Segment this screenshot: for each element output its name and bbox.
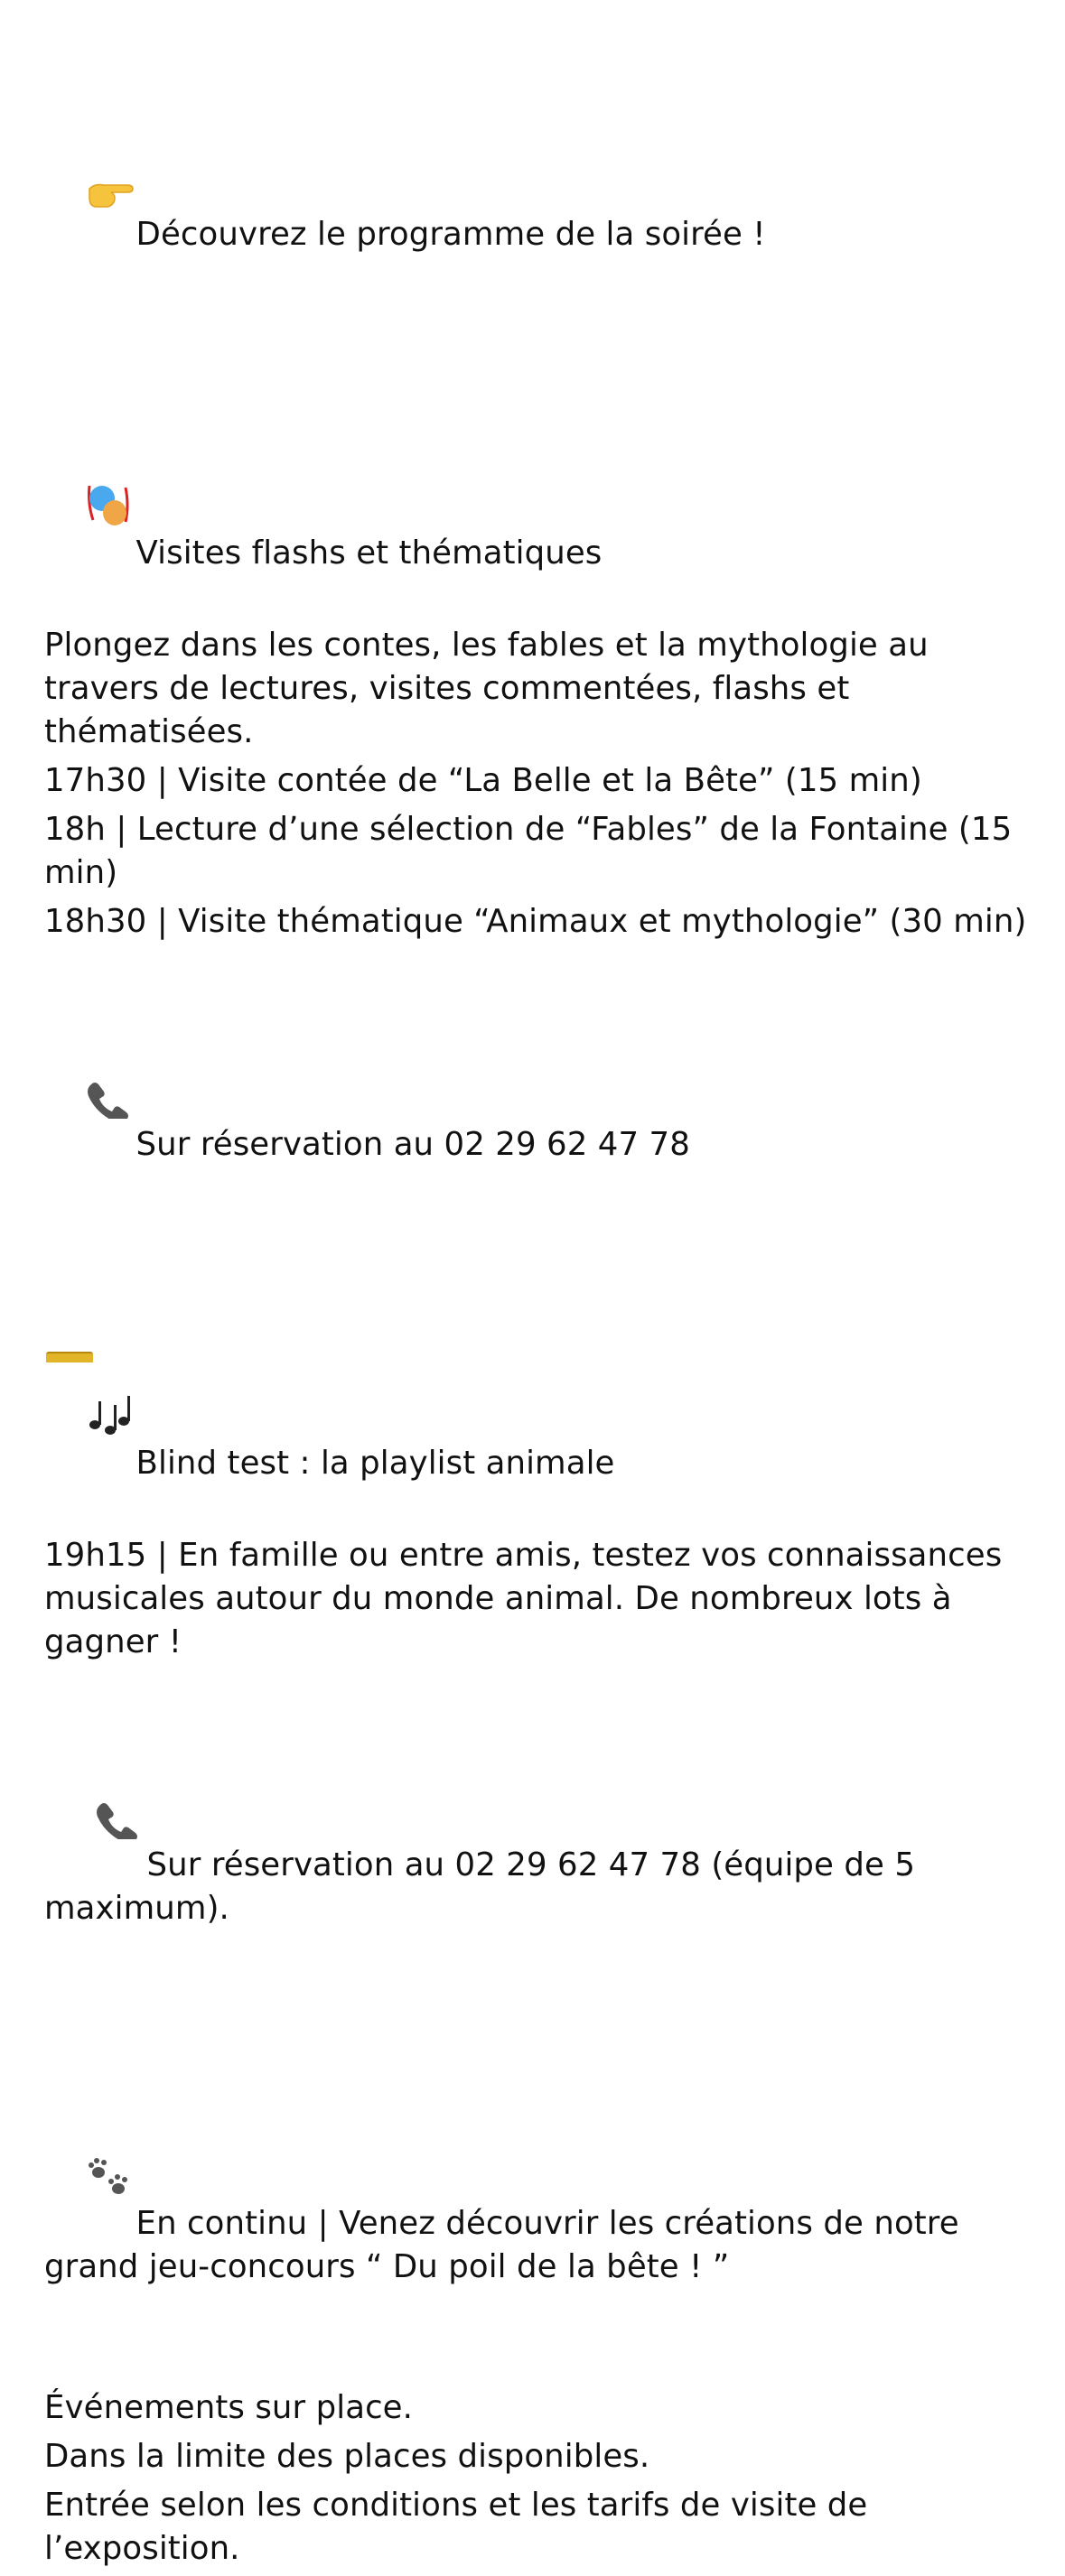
telephone-icon [86,1713,147,1887]
theater-masks-icon [86,397,136,575]
partial-yellow-emoji-icon [46,1352,93,1362]
intro-line: Découvrez le programme de la soirée ! [44,40,1038,300]
blindtest-description: 19h15 | En famille ou entre amis, testez vos connaissances musicales autour du monde animal. De nombreux lots à gagner ! [44,1537,1013,1660]
visites-description: Plongez dans les contes, les fables et la mythologie au travers de lectures, visites commentées, flashs et thématisées. [44,627,939,750]
pointing-right-icon [86,83,136,256]
musical-notes-icon [86,1307,136,1485]
schedule-item: 17h30 | Visite contée de “La Belle et la Bête” (15 min) [44,762,922,799]
note-line: Événements sur place. [44,2389,414,2426]
reservation-text: Sur réservation au 02 29 62 47 78 [135,1126,690,1163]
schedule-item: 18h | Lecture d’une sélection de “Fables” de la Fontaine (15 min) [44,811,1023,891]
reservation-text: Sur réservation au 02 29 62 47 78 (équipe de 5 maximum). [44,1846,926,1927]
schedule-item: 18h30 | Visite thématique “Animaux et mythologie” (30 min) [44,903,1027,940]
note-line: Dans la limite des places disponibles. [44,2438,650,2475]
blindtest-title: Blind test : la playlist animale [44,1264,1038,1529]
telephone-icon [86,992,136,1167]
continu-line: En continu | Venez découvrir les créations de notre grand jeu-concours “ Du poil de la bête ! ” [44,2028,1038,2332]
post-content [44,40,1038,2576]
blindtest-reservation [44,1669,1038,1974]
note-line: Entrée selon les conditions et les tarifs de visite de l’exposition. [44,2487,878,2567]
paw-prints-icon [86,2071,136,2246]
visites-reservation [44,949,1038,1210]
visites-title: Visites flashs et thématiques [44,354,1038,618]
